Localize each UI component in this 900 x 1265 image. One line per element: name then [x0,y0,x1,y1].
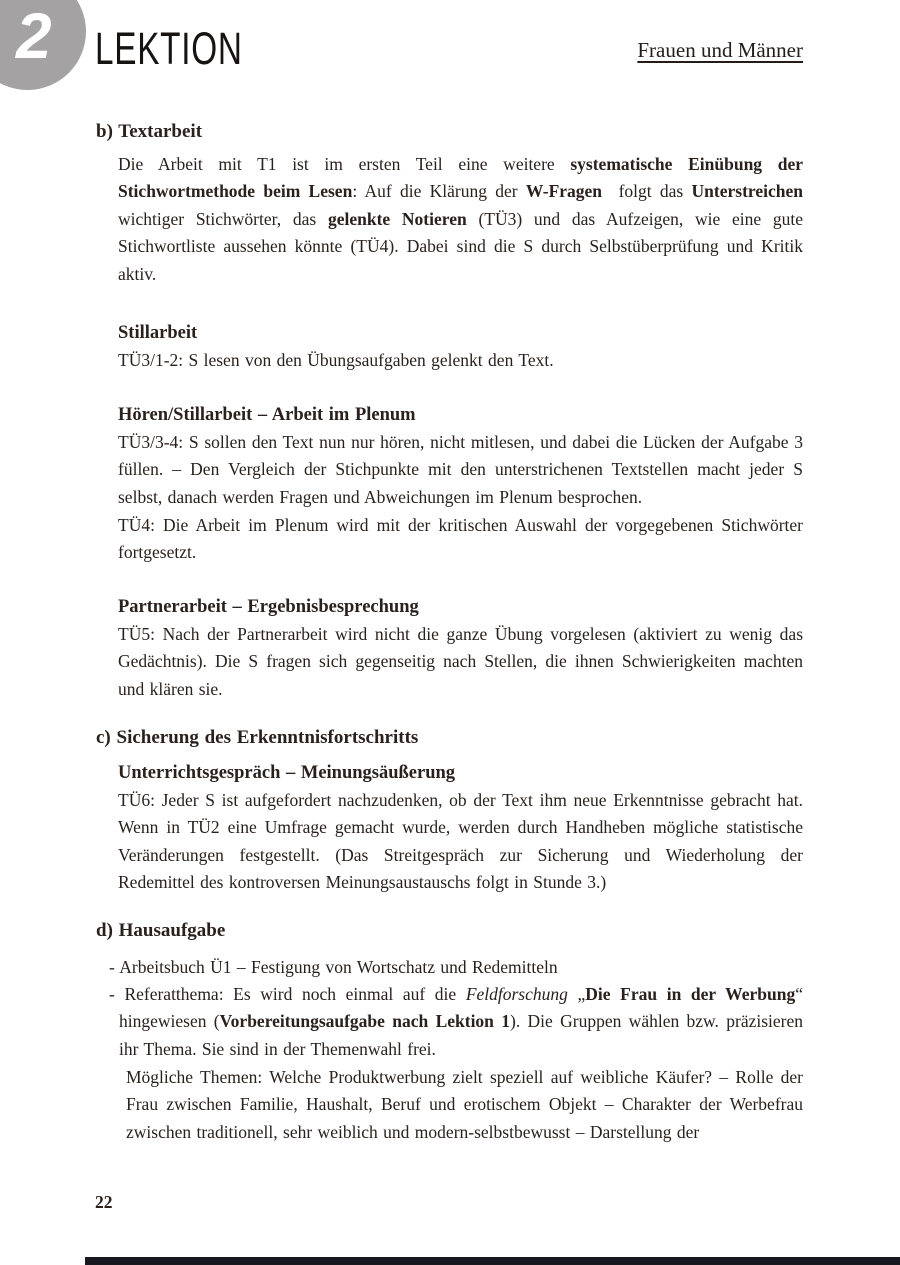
text-run: Vorbereitungsaufgabe nach Lektion 1 [219,1011,510,1032]
bottom-edge-bar [85,1257,900,1265]
text-run: Feldforschung [465,984,568,1004]
text-run: gelenkte Notieren [327,208,467,229]
section-heading-c: c) Sicherung des Erkenntnisfortschritts [96,727,419,748]
text-run: TÜ3/1-2: S lesen von den Übungsaufgaben gelenkt den Text. [118,350,554,370]
text-run: ). Die Gruppen wählen bzw. präzisieren ihr Thema. Sie sind in der Themenwahl frei. [119,1011,804,1059]
paragraph-textarbeit [118,151,803,288]
section-heading-b: b) Textarbeit [96,121,203,142]
page-number: 22 [95,1192,113,1212]
subheading-stillarbeit: Stillarbeit [118,323,198,343]
text-run: folgt das [602,181,692,202]
text-run: (TÜ3) und das Aufzeigen, wie eine gute Stichwortliste aussehen könnte (TÜ4). Dabei sind die S durch Selbstüberprüfung und Kritik aktiv. [118,208,803,284]
text-run: - Referatthema: Es wird noch einmal auf die [109,984,466,1004]
text-run: „ [567,984,586,1004]
text-run: Die Frau in der Werbung [585,984,796,1004]
paragraph-moegliche-themen [126,1064,803,1146]
text-run: Unterstreichen [691,181,803,202]
text-run: : Auf die Klärung der [352,181,526,202]
paragraph-tue6 [118,787,803,897]
text-run: TÜ5: Nach der Partnerarbeit wird nicht die ganze Übung vorgelesen (aktiviert zu wenig das Gedächtnis). Die S fragen sich gegenseitig nach Stellen, die ihnen Schwierigkeiten machten und klären sie. [118,624,803,699]
text-run: TÜ6: Jeder S ist aufgefordert nachzudenken, ob der Text ihm neue Erkenntnisse gebracht hat. Wenn in TÜ2 eine Umfrage gemacht wurde, werden durch Handheben mögliche statistische Veränderungen festgestellt. (Das Streitgespräch zur Sicherung und Wiederholung der Redemittel des kontroversen Meinungsaustauschs folgt in Stunde 3.) [118,790,803,893]
text-run: W-Fragen [525,181,603,202]
subheading-partnerarbeit: Partnerarbeit – Ergebnisbesprechung [118,597,419,617]
chapter-title: Frauen und Männer [637,38,803,62]
text-run: Die Arbeit mit T1 ist im ersten Teil eine weitere [118,154,571,174]
list-item-arbeitsbuch [109,954,803,981]
text-run: Mögliche Themen: Welche Produktwerbung zielt speziell auf weibliche Käufer? – Rolle der Frau zwischen Familie, Haushalt, Beruf und erotischem Objekt – Charakter der Werbefrau zwischen traditionell, sehr weiblich und modern-selbstbewusst – Darstellung der [126,1067,803,1142]
paragraph-tue3-1-2 [118,347,803,374]
text-run: systematische Einübung der Stichwortmethode beim Lesen [118,154,803,202]
subheading-unterrichtsgespraech: Unterrichtsgespräch – Meinungsäußerung [118,763,456,783]
subheading-hoeren-stillarbeit: Hören/Stillarbeit – Arbeit im Plenum [118,405,416,425]
paragraph-tue4 [118,512,803,567]
page-title: LEKTION [95,23,243,74]
paragraph-tue3-3-4 [118,429,803,511]
paragraph-tue5 [118,621,803,703]
text-run: wichtiger Stichwörter, das [118,208,328,229]
list-item-referatthema [109,981,803,1063]
text-run: TÜ3/3-4: S sollen den Text nun nur hören, nicht mitlesen, und dabei die Lücken der Aufgabe 3 füllen. – Den Vergleich der Stichpunkte mit den unterstrichenen Textstellen macht jeder S selbst, danach werden Fragen und Abweichungen im Plenum besprochen. [118,432,803,507]
section-heading-d: d) Hausaufgabe [96,920,226,941]
text-run: “ hingewiesen ( [119,984,803,1032]
text-run: TÜ4: Die Arbeit im Plenum wird mit der kritischen Auswahl der vorgegebenen Stichwörter fortgesetzt. [118,515,803,563]
lesson-number: 2 [16,0,52,72]
text-run: - Arbeitsbuch Ü1 – Festigung von Wortschatz und Redemitteln [109,957,558,977]
